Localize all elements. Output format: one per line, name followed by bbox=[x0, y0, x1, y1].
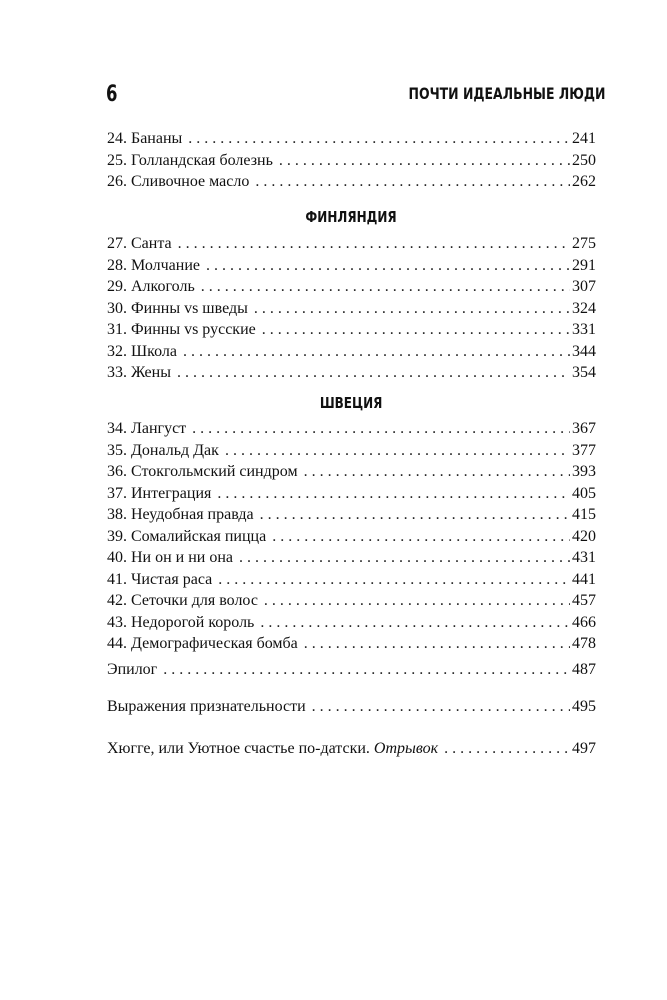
toc-entry bbox=[107, 298, 596, 320]
toc-entry-page: 497 bbox=[572, 740, 596, 757]
toc-entry-title: 42. Сеточки для волос bbox=[107, 592, 258, 609]
toc-entry bbox=[107, 440, 596, 462]
toc-entry-title: 31. Финны vs русские bbox=[107, 321, 256, 338]
section-heading-sweden: ШВЕЦИЯ bbox=[320, 394, 383, 412]
toc-entry bbox=[107, 150, 596, 172]
toc-entry-page: 457 bbox=[572, 592, 596, 609]
toc-entry-title: 44. Демографическая бомба bbox=[107, 635, 298, 652]
toc-entry bbox=[107, 612, 596, 634]
toc-entry bbox=[107, 171, 596, 193]
toc-entry-title: 40. Ни он и ни она bbox=[107, 549, 234, 566]
toc-entry-page: 324 bbox=[572, 299, 596, 317]
toc-back-matter-epilogue bbox=[107, 659, 596, 681]
toc-entry bbox=[107, 128, 596, 150]
toc-entry-title: Хюгге, или Уютное счастье по-датски. Отрывок bbox=[107, 740, 439, 757]
toc-entry-page: 487 bbox=[572, 661, 596, 678]
toc-entry-title-italic: Отрывок bbox=[373, 740, 439, 757]
toc-entry-page: 291 bbox=[572, 256, 596, 274]
toc-entry bbox=[107, 341, 596, 363]
dot-leader bbox=[255, 171, 570, 193]
running-title: ПОЧТИ ИДЕАЛЬНЫЕ ЛЮДИ bbox=[408, 84, 605, 103]
toc-entry-title: Эпилог bbox=[107, 661, 158, 678]
toc-entry-title: 27. Санта bbox=[107, 235, 172, 252]
toc-entry-title: Выражения признательности bbox=[107, 698, 306, 715]
toc-group-sweden bbox=[107, 418, 596, 655]
toc-entry-page: 262 bbox=[572, 173, 596, 190]
toc-entry-page: 478 bbox=[572, 635, 596, 652]
dot-leader bbox=[260, 612, 570, 634]
toc-entry-page: 495 bbox=[572, 698, 596, 715]
toc-entry-title: 29. Алкоголь bbox=[107, 278, 195, 295]
toc-back-matter-excerpt bbox=[107, 738, 596, 760]
dot-leader bbox=[254, 298, 570, 320]
toc-entry-title: 38. Неудобная правда bbox=[107, 506, 254, 523]
dot-leader bbox=[163, 659, 570, 681]
toc-group-finland bbox=[107, 233, 596, 384]
page-header bbox=[106, 82, 605, 116]
toc-back-matter-acknowledgements bbox=[107, 696, 596, 718]
toc-entry-page: 331 bbox=[572, 321, 596, 338]
dot-leader bbox=[312, 696, 570, 718]
toc-entry bbox=[107, 696, 596, 718]
toc-group-denmark bbox=[107, 128, 596, 193]
toc-entry bbox=[107, 569, 596, 591]
toc-entry-page: 405 bbox=[572, 484, 596, 502]
toc-entry bbox=[107, 659, 596, 681]
toc-entry bbox=[107, 526, 596, 548]
toc-entry-title: 43. Недорогой король bbox=[107, 613, 255, 631]
dot-leader bbox=[279, 150, 570, 172]
dot-leader bbox=[178, 233, 570, 255]
toc-entry-page: 367 bbox=[572, 420, 596, 437]
dot-leader bbox=[304, 461, 570, 483]
toc-entry-title: 30. Финны vs шведы bbox=[107, 299, 248, 317]
toc-entry-title: 26. Сливочное масло bbox=[107, 173, 250, 190]
dot-leader bbox=[177, 362, 570, 384]
toc-entry bbox=[107, 504, 596, 526]
dot-leader bbox=[201, 276, 570, 298]
toc-entry-page: 431 bbox=[572, 549, 596, 566]
toc-entry bbox=[107, 461, 596, 483]
dot-leader bbox=[262, 319, 570, 341]
toc-entry-page: 241 bbox=[572, 130, 596, 147]
toc-entry-title: 24. Бананы bbox=[107, 130, 183, 147]
toc-entry bbox=[107, 418, 596, 440]
toc-entry-page: 415 bbox=[572, 506, 596, 523]
dot-leader bbox=[239, 547, 570, 569]
toc-entry-title: 41. Чистая раса bbox=[107, 570, 213, 588]
dot-leader bbox=[206, 255, 570, 277]
toc-entry bbox=[107, 633, 596, 655]
toc-entry bbox=[107, 319, 596, 341]
toc-entry-title: 36. Стокгольмский синдром bbox=[107, 463, 298, 480]
dot-leader bbox=[304, 633, 570, 655]
toc-entry-title: 34. Лангуст bbox=[107, 420, 187, 437]
dot-leader bbox=[260, 504, 570, 526]
toc-entry-page: 377 bbox=[572, 441, 596, 459]
dot-leader bbox=[264, 590, 570, 612]
dot-leader bbox=[272, 526, 570, 548]
toc-entry bbox=[107, 483, 596, 505]
toc-entry-title: 33. Жены bbox=[107, 364, 171, 381]
toc-entry-title: 35. Дональд Дак bbox=[107, 441, 219, 459]
page-number: 6 bbox=[106, 82, 118, 107]
toc-entry-page: 275 bbox=[572, 235, 596, 252]
toc-entry-title: 28. Молчание bbox=[107, 256, 200, 274]
toc-entry-page: 441 bbox=[572, 570, 596, 588]
dot-leader bbox=[444, 738, 570, 760]
toc-entry bbox=[107, 233, 596, 255]
dot-leader bbox=[192, 418, 570, 440]
dot-leader bbox=[225, 440, 570, 462]
dot-leader bbox=[188, 128, 570, 150]
toc-entry-page: 466 bbox=[572, 613, 596, 631]
toc-entry bbox=[107, 362, 596, 384]
toc-entry-page: 393 bbox=[572, 463, 596, 480]
toc-entry bbox=[107, 547, 596, 569]
toc-entry bbox=[107, 590, 596, 612]
toc-entry-page: 344 bbox=[572, 342, 596, 360]
toc-entry-page: 250 bbox=[572, 151, 596, 169]
toc-entry-page: 420 bbox=[572, 527, 596, 545]
dot-leader bbox=[183, 341, 570, 363]
toc-entry bbox=[107, 738, 596, 760]
dot-leader bbox=[218, 569, 570, 591]
toc-entry-title: 39. Сомалийская пицца bbox=[107, 527, 267, 545]
toc-entry-title: 25. Голландская болезнь bbox=[107, 151, 273, 169]
toc-entry-page: 307 bbox=[572, 278, 596, 295]
toc-entry-title: 37. Интеграция bbox=[107, 484, 212, 502]
toc-entry-title: 32. Школа bbox=[107, 342, 177, 360]
section-heading-finland: ФИНЛЯНДИЯ bbox=[305, 208, 398, 226]
toc-entry bbox=[107, 255, 596, 277]
toc-entry-page: 354 bbox=[572, 364, 596, 381]
toc-entry bbox=[107, 276, 596, 298]
dot-leader bbox=[217, 483, 570, 505]
